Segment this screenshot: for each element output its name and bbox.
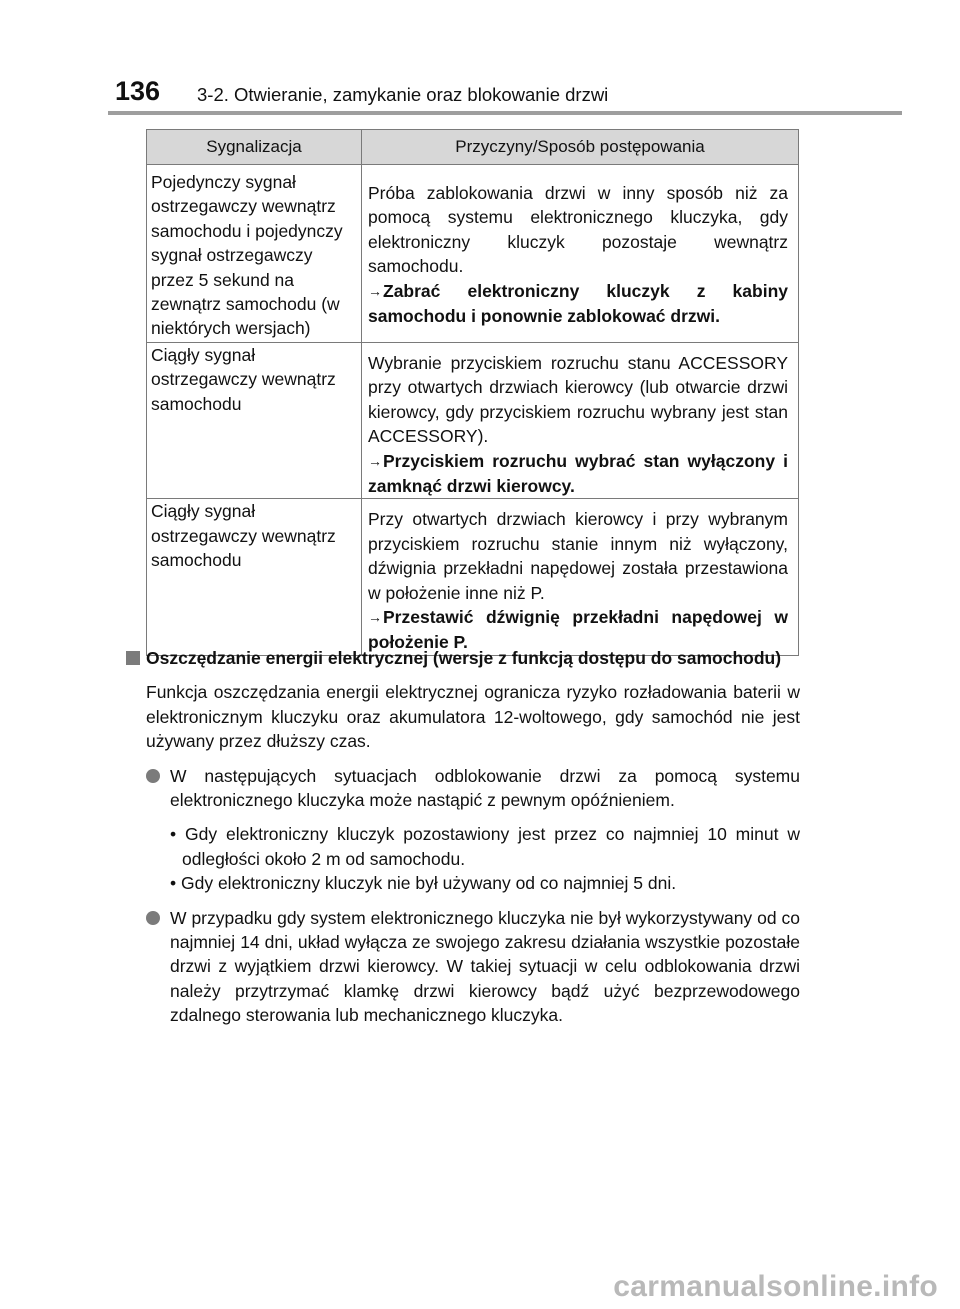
arrow-right-icon: →	[368, 452, 382, 469]
column-header-causes: Przyczyny/Sposób postępowania	[362, 130, 799, 165]
action-text	[368, 279, 788, 329]
sub-list-item: • Gdy elektroniczny kluczyk nie był używany od co najmniej 5 dni.	[170, 873, 677, 894]
watermark: carmanualsonline.info	[613, 1270, 938, 1303]
action-label: Przestawić dźwignię przekładni napędowej w położenie P.	[368, 607, 788, 653]
section-title: 3-2. Otwieranie, zamykanie oraz blokowanie drzwi	[197, 84, 609, 105]
sub-list-item: • Gdy elektroniczny kluczyk pozostawiony jest przez co najmniej 10 minut w odległości około 2 m od samochodu.	[170, 824, 800, 869]
energy-saving-section	[126, 646, 800, 1028]
cause-cell	[362, 499, 799, 655]
table-row	[147, 165, 799, 343]
table-row	[147, 499, 799, 655]
cause-text: Wybranie przyciskiem rozruchu stanu ACCESSORY przy otwartych drzwiach kierowcy (lub otwarcie drzwi kierowcy, gdy przyciskiem rozruchu wybrany jest stan ACCESSORY).	[368, 353, 788, 447]
column-header-signal: Sygnalizacja	[147, 130, 362, 165]
signal-cell: Pojedynczy sygnał ostrzegawczy wewnątrz samochodu i pojedynczy sygnał ostrzegawczy przez 5 sekund na zewnątrz samochodu (w niektórych wersjach)	[147, 165, 362, 343]
list-item	[126, 906, 800, 1028]
cause-text: Próba zablokowania drzwi w inny sposób niż za pomocą systemu elektronicznego kluczyka, gdy elektroniczny kluczyk pozostaje wewnątrz samochodu.	[368, 183, 788, 277]
circle-bullet-icon	[146, 769, 160, 783]
arrow-right-icon: →	[368, 609, 382, 626]
warning-signal-table	[146, 129, 799, 656]
arrow-right-icon: →	[368, 282, 382, 299]
section-heading	[126, 646, 800, 670]
list-item-text: W przypadku gdy system elektronicznego kluczyka nie był wykorzystywany od co najmniej 14 dni, układ wyłącza ze swojego zakresu działania wszystkie pozostałe drzwi z wyjątkiem drzwi kierowcy. W takiej sytuacji w celu odblokowania drzwi należy przytrzymać klamkę drzwi kierowcy bądź użyć bezprzewodowego zdalnego sterowania lub mechanicznego kluczyka.	[170, 907, 800, 1026]
cause-cell	[362, 343, 799, 499]
header-rule	[108, 111, 902, 115]
circle-bullet-icon	[146, 911, 160, 925]
signal-cell: Ciągły sygnał ostrzegawczy wewnątrz samochodu	[147, 343, 362, 499]
table-row	[147, 343, 799, 499]
action-label: Przyciskiem rozruchu wybrać stan wyłączony i zamknąć drzwi kierowcy.	[368, 450, 788, 497]
page-header	[0, 0, 960, 118]
table-header-row	[147, 130, 799, 165]
page-number: 136	[115, 76, 161, 106]
square-bullet-icon	[126, 651, 140, 665]
cause-text: Przy otwartych drzwiach kierowcy i przy wybranym przyciskiem rozruchu stanie innym niż wyłączony, dźwignia przekładni napędowej została przestawiona w położenie inne niż P.	[368, 509, 788, 603]
section-body: Funkcja oszczędzania energii elektrycznej ogranicza ryzyko rozładowania baterii w elektronicznym kluczyku oraz akumulatora 12-woltowego, gdy samochód nie jest używany przez dłuższy czas.	[146, 682, 800, 752]
list-item	[126, 764, 800, 813]
action-text	[368, 449, 788, 499]
list-item-text: W następujących sytuacjach odblokowanie drzwi za pomocą systemu elektronicznego kluczyka może nastąpić z pewnym opóźnieniem.	[170, 765, 800, 811]
signal-cell: Ciągły sygnał ostrzegawczy wewnątrz samochodu	[147, 499, 362, 655]
section-heading-text: Oszczędzanie energii elektrycznej (wersje z funkcją dostępu do samochodu)	[146, 648, 782, 668]
action-label: Zabrać elektroniczny kluczyk z kabiny samochodu i ponownie zablokować drzwi.	[368, 280, 788, 327]
cause-cell	[362, 165, 799, 343]
